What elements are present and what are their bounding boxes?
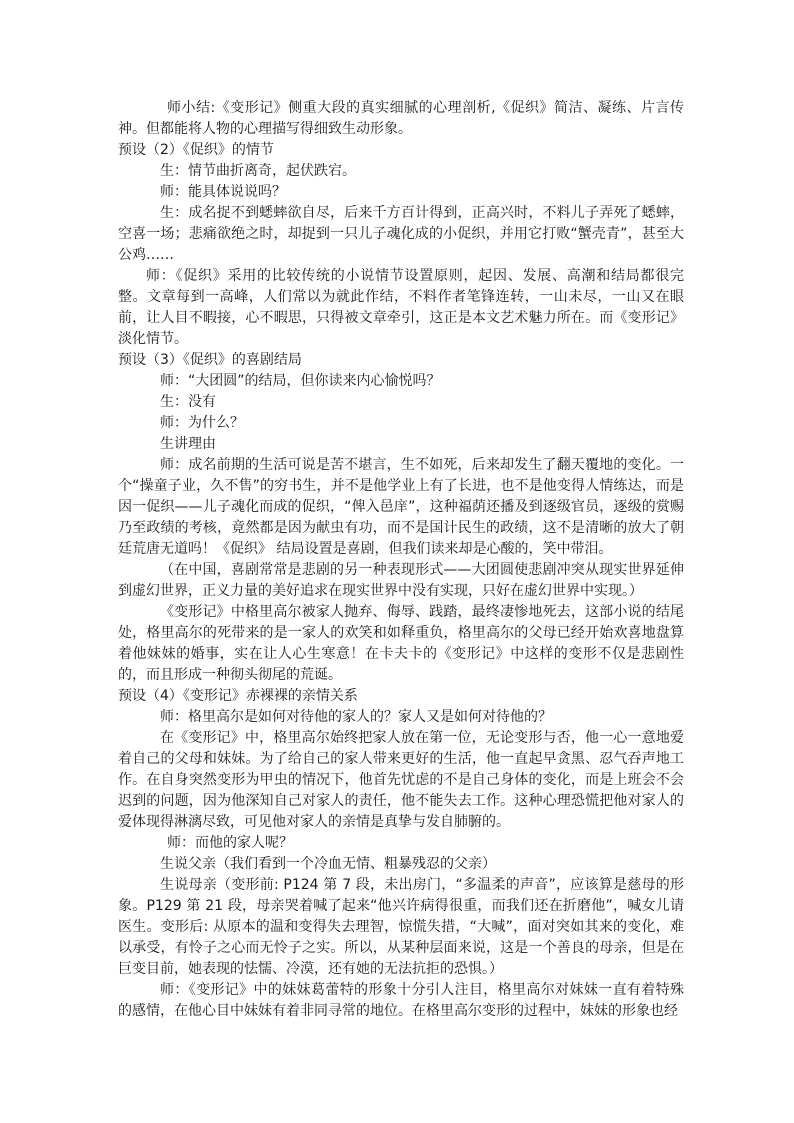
student-answer-paragraph: 生：情节曲折离奇，起伏跌宕。 (160, 163, 356, 179)
teacher-question-paragraph: 师：而他的家人呢？ (167, 835, 293, 851)
student-answer-paragraph: 生：没有 (160, 394, 216, 410)
teacher-question-paragraph: 师：为什么？ (160, 415, 244, 431)
analysis-paragraph: 在《变形记》中，格里高尔始终把家人放在第一位，无论变形与否，他一心一意地爱着自己的父母和妹妹。为了给自己的家人带来更好的生活，他一直起早贪黑、忍气吞声地工作。在自身突然变形为甲虫的情况下，他首先忧虑的不是自己身体的变化，而是上班会不会迟到的问题，因为他深知自己对家人的责任，他不能失去工作。这种心理恐慌把他对家人的爱体现得淋漓尽致，可见他对家人的亲情是真挚与发自肺腑的。 (118, 730, 684, 830)
student-mother-paragraph: 生说母亲（变形前: P124 第 7 段，未出房门，“多温柔的声音”，应该算是慈母的形象。P129 第 21 段，母亲哭着喊了起来“他兴许病得很重，而我们还在折磨他”，喊女儿请医生。变形后: 从原本的温和变得失去理智，惊慌失措，“大喊”，面对突如其来的变化，难以承受，有怜子之心而无怜子之实。所以，从某种层面来说，这是一个善良的母亲，但是在巨变目前，她表现的怯懦、冷漠，还有她的无法抗拒的恐惧。） (118, 877, 684, 977)
teacher-explanation-paragraph: 师：成名前期的生活可说是苦不堪言，生不如死，后来却发生了翻天覆地的变化。一个“操童子业，久不售”的穷书生，并不是他学业上有了长进，也不是他变得人情练达，而是因一促织——儿子魂化而成的促织，“俾入邑庠”，这种福荫还播及到逐级官员，逐级的赏赐乃至政绩的考核，竟然都是因为献虫有功，而不是国计民生的政绩，这不是清晰的放大了朝廷荒唐无道吗！《促织》 结局设置是喜剧，但我们读来却是心酸的，笑中带泪。 (118, 457, 684, 557)
section-heading-plot: 预设（2）《促织》的情节 (118, 142, 274, 158)
document-body (118, 98, 684, 1022)
teacher-question-paragraph: 师：能具体说说吗？ (160, 184, 286, 200)
section-heading-ending: 预设（3）《促织》的喜剧结局 (118, 352, 302, 368)
teacher-question-paragraph: 师：格里高尔是如何对待他的家人的？家人又是如何对待他的？ (160, 709, 552, 725)
teacher-explanation-paragraph: 师：《促织》采用的比较传统的小说情节设置原则，起因、发展、高潮和结局都很完整。文章每到一高峰，人们常以为就此作结，不料作者笔锋连转，一山未尽，一山又在眼前，让人目不暇接，心不暇思，只得被文章牵引，这正是本文艺术魅力所在。而《变形记》淡化情节。 (118, 268, 684, 347)
student-answer-paragraph: 生：成名捉不到蟋蟀欲自尽，后来千方百计得到，正高兴时，不料儿子弄死了蟋蟀，空喜一场；悲痛欲绝之时，却捉到一只儿子魂化成的小促织，并用它打败“蟹壳青”，甚至大公鸡…… (118, 205, 684, 263)
teacher-question-paragraph: 师：“大团圆”的结局，但你读来内心愉悦吗？ (160, 373, 441, 389)
section-heading-family: 预设（4）《变形记》赤裸裸的亲情关系 (118, 688, 358, 704)
student-father-paragraph: 生说父亲（我们看到一个冷血无情、粗暴残忍的父亲） (160, 856, 496, 872)
teacher-sister-paragraph: 师：《变形记》中的妹妹葛蕾特的形象十分引人注目，格里高尔对妹妹一直有着特殊的感情，在他心目中妹妹有着非同寻常的地位。在格里高尔变形的过程中，妹妹的形象也经 (118, 982, 684, 1019)
analysis-paragraph: 《变形记》中格里高尔被家人抛弃、侮辱、践踏，最终凄惨地死去，这部小说的结尾处，格里高尔的死带来的是一家人的欢笑和如释重负，格里高尔的父母已经开始欢喜地盘算着他妹妹的婚事，实在让人心生寒意！在卡夫卡的《变形记》中这样的变形不仅是悲剧性的，而且形成一种彻头彻尾的荒诞。 (118, 604, 684, 683)
note-paragraph: （在中国，喜剧常常是悲剧的另一种表现形式——大团圆使悲剧冲突从现实世界延伸到虚幻世界，正义力量的美好追求在现实世界中没有实现，只好在虚幻世界中实现。） (118, 562, 684, 599)
teacher-summary-paragraph: 师小结:《变形记》侧重大段的真实细腻的心理剖析,《促织》简洁、凝练、片言传神。但都能将人物的心理描写得细致生动形象。 (118, 100, 684, 137)
student-reason-paragraph: 生讲理由 (160, 436, 216, 452)
